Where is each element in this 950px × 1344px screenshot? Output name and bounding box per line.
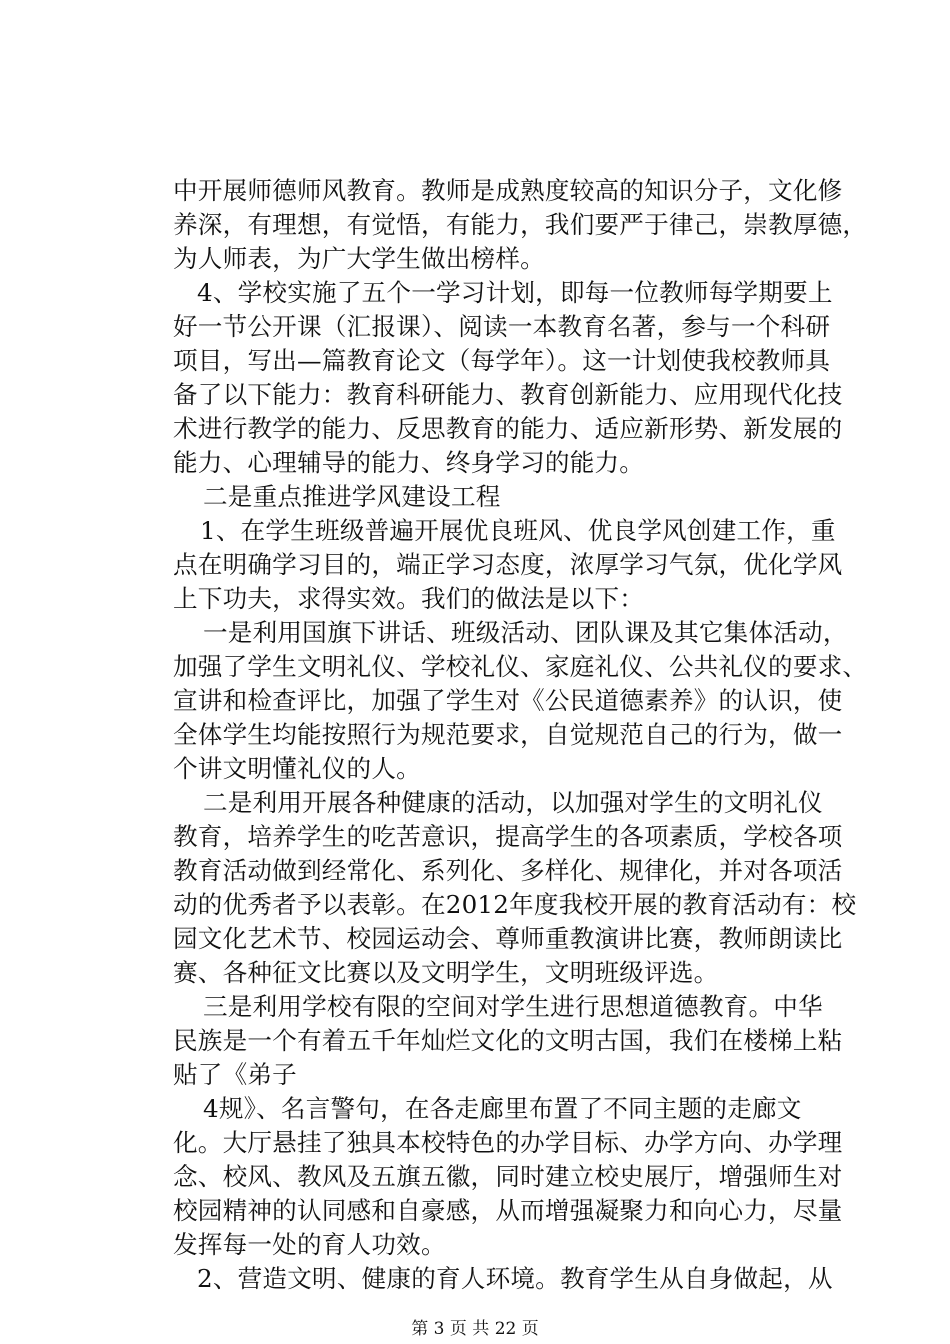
body-text-line: 三是利用学校有限的空间对学生进行思想道德教育。中华 [203, 992, 823, 1021]
body-text-line: 赛、各种征文比赛以及文明学生，文明班级评选。 [173, 958, 719, 987]
body-text-line: 宣讲和检查评比，加强了学生对《公民道德素养》的认识，使 [173, 686, 843, 715]
body-text-line: 项目，写出—篇教育论文（每学年）。这一计划使我校教师具 [173, 346, 831, 375]
body-text-line: 上下功夫，求得实效。我们的做法是以下： [173, 584, 645, 613]
body-text-line: 1、在学生班级普遍开展优良班风、优良学风创建工作，重 [200, 516, 836, 545]
body-text-line: 术进行教学的能力、反思教育的能力、适应新形势、新发展的 [173, 414, 843, 443]
body-text-line: 发挥每一处的育人功效。 [173, 1230, 446, 1259]
body-text-line: 4规》、名言警句，在各走廊里布置了不同主题的走廊文 [203, 1094, 802, 1123]
body-text-line: 为人师表，为广大学生做出榜样。 [173, 244, 545, 273]
body-text-line: 贴了《弟子 [173, 1060, 297, 1089]
body-text-line: 加强了学生文明礼仪、学校礼仪、家庭礼仪、公共礼仪的要求、 [173, 652, 868, 681]
body-text-line: 动的优秀者予以表彰。在2012年度我校开展的教育活动有：校 [173, 890, 857, 919]
body-text-line: 一是利用国旗下讲话、班级活动、团队课及其它集体活动， [203, 618, 848, 647]
body-text-line: 点在明确学习目的，端正学习态度，浓厚学习气氛，优化学风 [173, 550, 843, 579]
body-text-line: 4、学校实施了五个一学习计划，即每一位教师每学期要上 [197, 278, 833, 307]
body-text-line: 教育活动做到经常化、系列化、多样化、规律化，并对各项活 [173, 856, 843, 885]
body-text-line: 好一节公开课（汇报课）、阅读一本教育名著，参与一个科研 [173, 312, 831, 341]
body-text-line: 二是利用开展各种健康的活动，以加强对学生的文明礼仪 [203, 788, 823, 817]
page-number-footer: 第 3 页 共 22 页 [411, 1319, 539, 1339]
body-text-line: 校园精神的认同感和自豪感，从而增强凝聚力和向心力，尽量 [173, 1196, 843, 1225]
body-text-line: 中开展师德师风教育。教师是成熟度较高的知识分子，文化修 [173, 176, 843, 205]
section-heading: 二是重点推进学风建设工程 [203, 482, 501, 511]
body-text-line: 民族是一个有着五千年灿烂文化的文明古国，我们在楼梯上粘 [173, 1026, 843, 1055]
body-text-line: 化。大厅悬挂了独具本校特色的办学目标、办学方向、办学理 [173, 1128, 843, 1157]
body-text-line: 全体学生均能按照行为规范要求，自觉规范自己的行为，做一 [173, 720, 843, 749]
body-text-line: 2、营造文明、健康的育人环境。教育学生从自身做起，从 [197, 1264, 833, 1293]
body-text-line: 个讲文明懂礼仪的人。 [173, 754, 421, 783]
body-text-line: 养深，有理想，有觉悟，有能力，我们要严于律己，崇教厚德， [173, 210, 868, 239]
body-text-line: 备了以下能力：教育科研能力、教育创新能力、应用现代化技 [173, 380, 843, 409]
body-text-line: 教育，培养学生的吃苦意识，提高学生的各项素质，学校各项 [173, 822, 843, 851]
body-text-line: 园文化艺术节、校园运动会、尊师重教演讲比赛，教师朗读比 [173, 924, 843, 953]
body-text-line: 能力、心理辅导的能力、终身学习的能力。 [173, 448, 645, 477]
body-text-line: 念、校风、教风及五旗五徽，同时建立校史展厅，增强师生对 [173, 1162, 843, 1191]
